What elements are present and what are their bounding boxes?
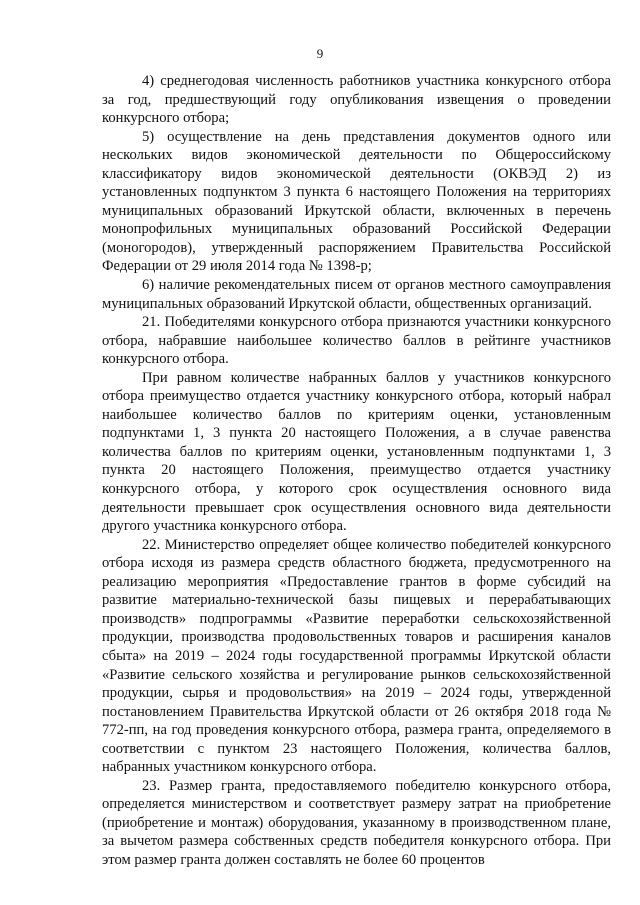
paragraph-clause-22: 22. Министерство определяет общее количество победителей конкурсного отбора исходя из размера средств областного бюджета, предусмотренного на реализацию мероприятия «Предоставление грантов в форме субсидий на развитие материально-технической базы пищевых и перерабатывающих производств» подпрограммы «Развитие переработки сельскохозяйственной продукции, производства продовольственных товаров и расширения каналов сбыта» на 2019 – 2024 годы государственной программы Иркутской области «Развитие сельского хозяйства и регулирование рынков сельскохозяйственной продукции, сырья и продовольствия» на 2019 – 2024 годы, утвержденной постановлением Правительства Иркутской области от 26 октября 2018 года № 772-пп, на год проведения конкурсного отбора, размера гранта, определяемого в соответствии с пунктом 23 настоящего Положения, количества баллов, набранных участником конкурсного отбора. [102, 536, 611, 776]
paragraph-clause-21: 21. Победителями конкурсного отбора признаются участники конкурсного отбора, набравшие наибольшее количество баллов в рейтинге участников конкурсного отбора. [102, 314, 611, 368]
document-body [102, 72, 611, 870]
paragraph-clause-21-tiebreak: При равном количестве набранных баллов у участников конкурсного отбора преимущество отдается участнику конкурсного отбора, который набрал наибольшее количество баллов по критериям оценки, установленным подпунктами 1, 3 пункта 20 настоящего Положения, а в случае равенства количества баллов по критериям оценки, установленным подпунктами 1, 3 пункта 20 настоящего Положения, преимущество отдается участнику конкурсного отбора, у которого срок осуществления основного вида деятельности превышает срок осуществления основного вида деятельности другого участника конкурсного отбора. [102, 369, 611, 535]
paragraph-item-4: 4) среднегодовая численность работников участника конкурсного отбора за год, предшествующий году опубликования извещения о проведении конкурсного отбора; [102, 73, 611, 127]
page-number: 9 [316, 46, 324, 61]
paragraph-item-5: 5) осуществление на день представления документов одного или нескольких видов экономической деятельности по Общероссийскому классификатору видов экономической деятельности (ОКВЭД 2) из установленных подпунктом 3 пункта 6 настоящего Положения на территориях муниципальных образований Иркутской области, включенных в перечень монопрофильных муниципальных образований Российской Федерации (моногородов), утвержденный распоряжением Правительства Российской Федерации от 29 июля 2014 года № 1398-р; [102, 128, 611, 275]
paragraph-clause-23: 23. Размер гранта, предоставляемого победителю конкурсного отбора, определяется министерством и соответствует размеру затрат на приобретение (приобретение и монтаж) оборудования, указанному в производственном плане, за вычетом размера собственных средств победителя конкурсного отбора. При этом размер гранта должен составлять не более 60 процентов [102, 777, 611, 868]
paragraph-item-6: 6) наличие рекомендательных писем от органов местного самоуправления муниципальных образований Иркутской области, общественных организаций. [102, 277, 611, 312]
